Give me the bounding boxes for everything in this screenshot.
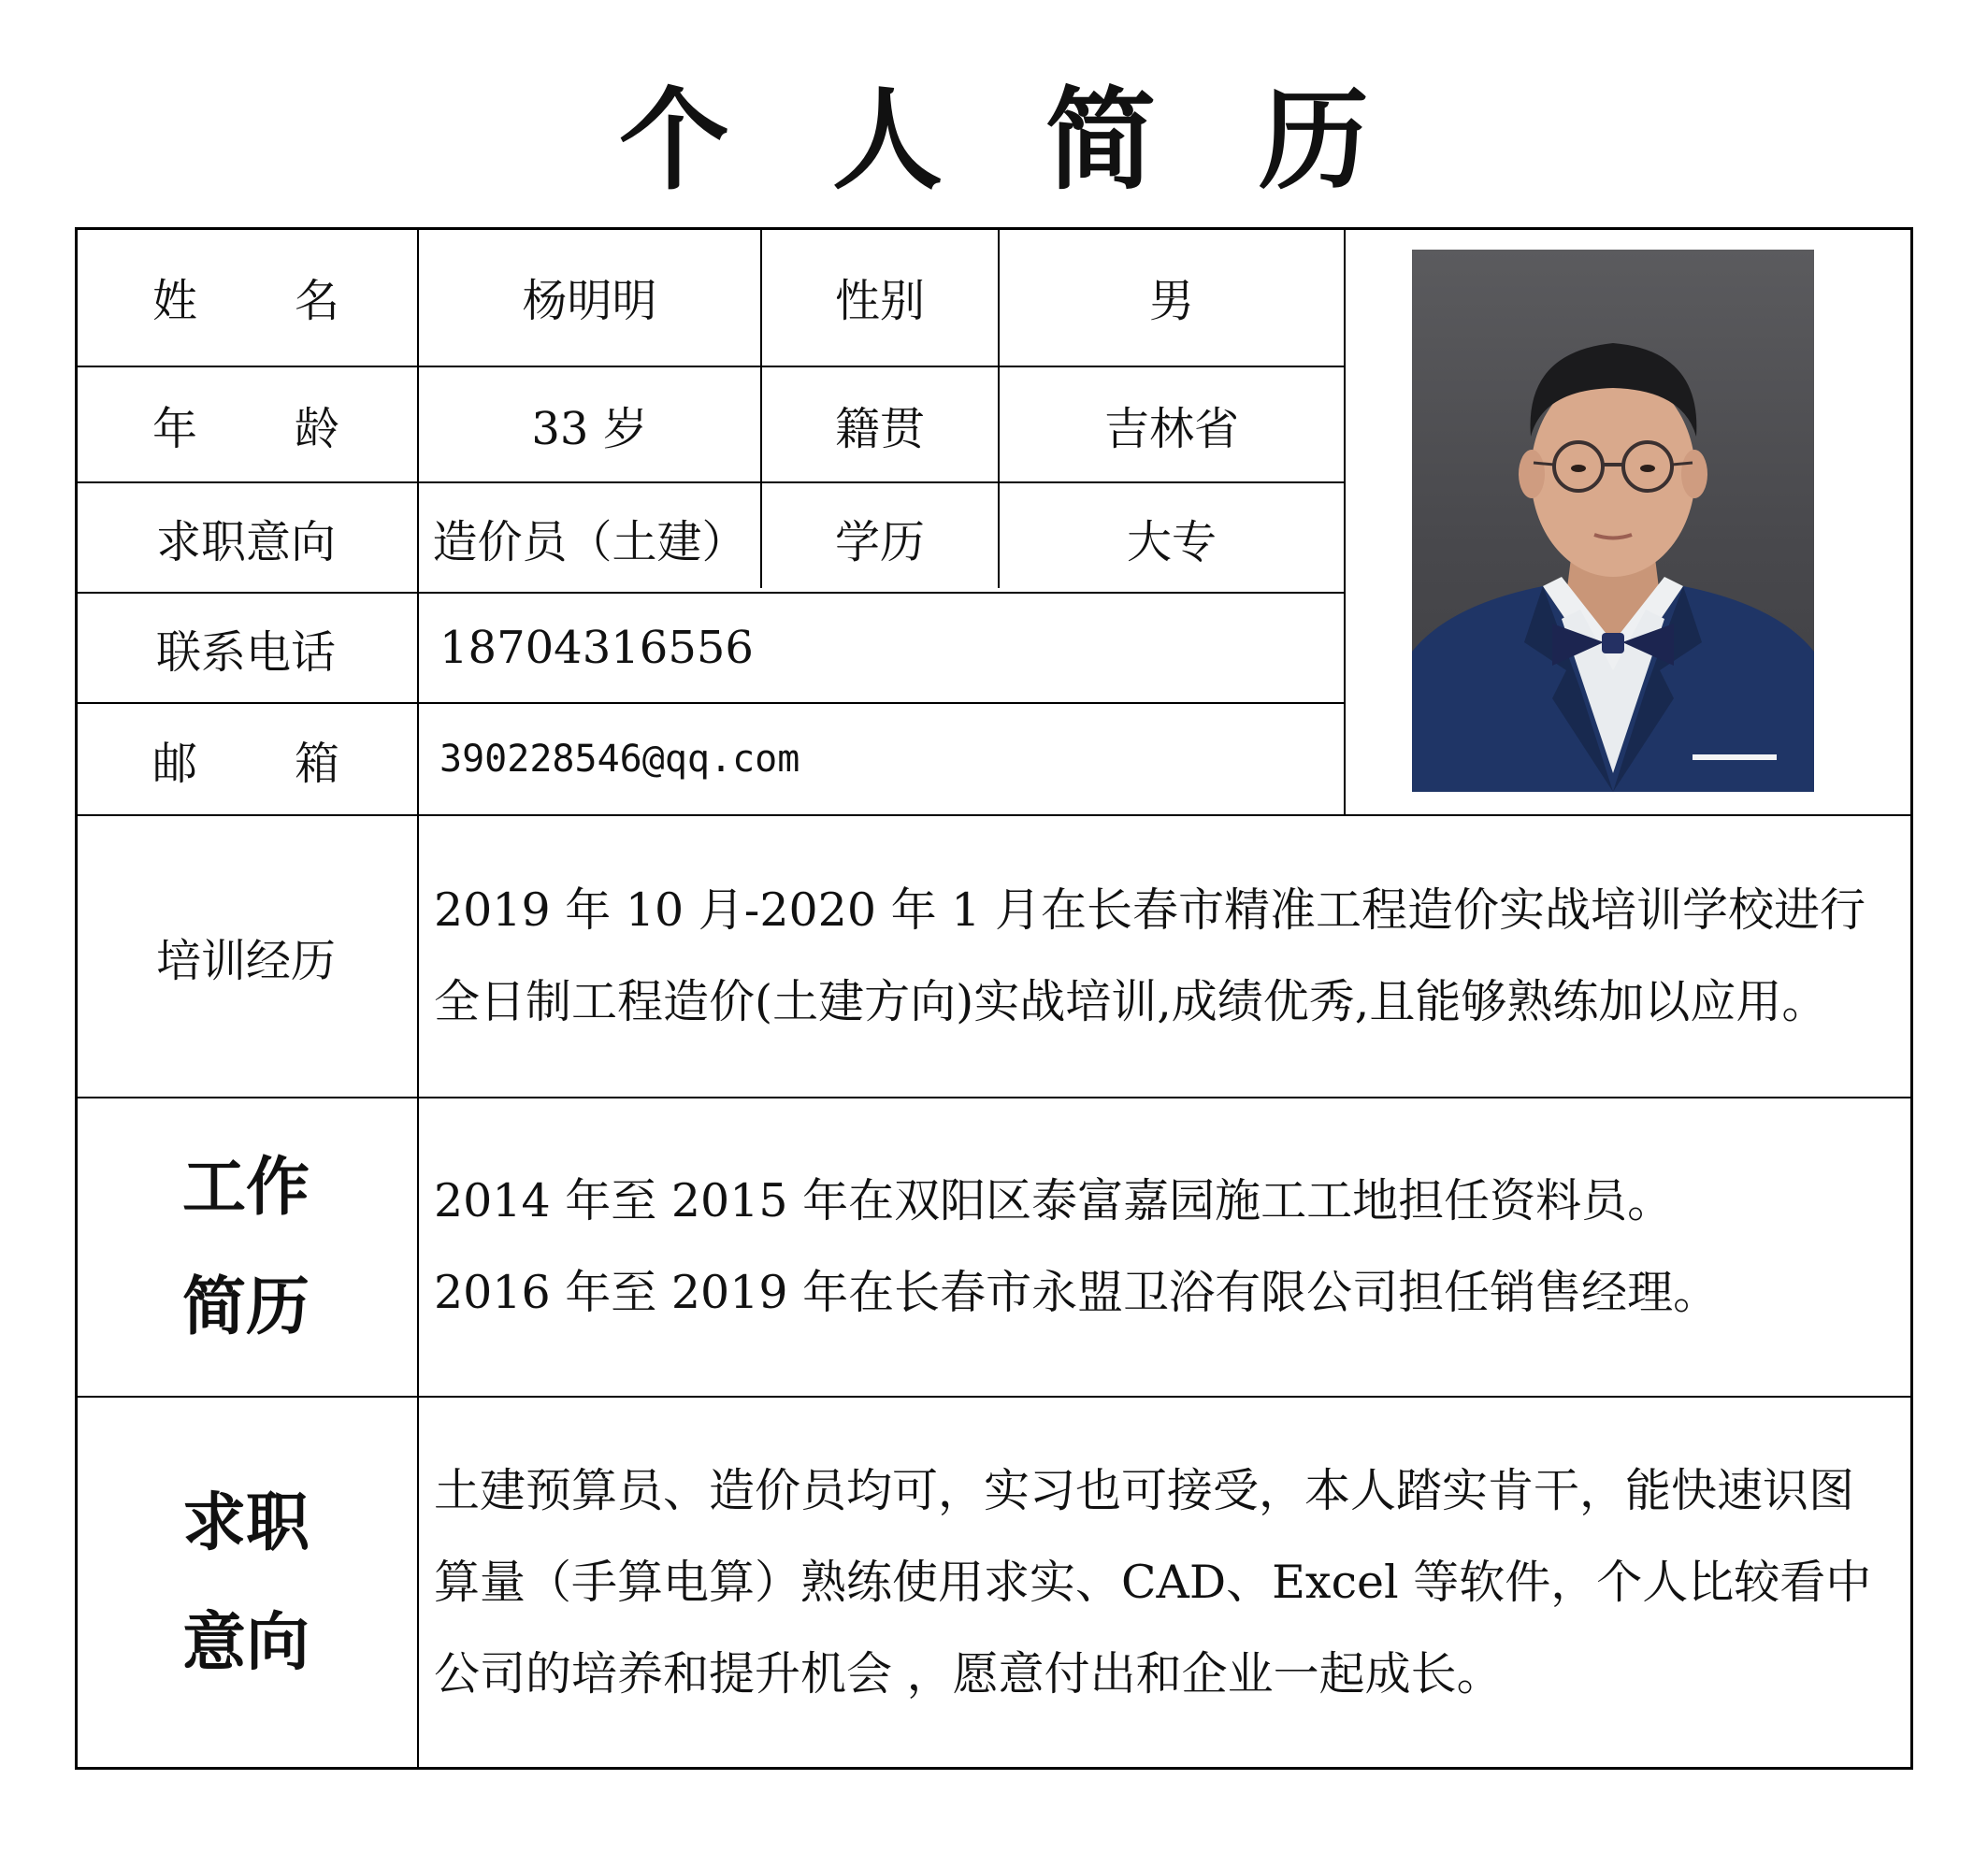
- objective-label-line: 求职: [181, 1485, 310, 1560]
- email-label-char: 箱: [294, 737, 339, 790]
- work-content: [434, 1098, 1902, 1396]
- training-text: [434, 865, 1866, 1048]
- work-label-line: 工作: [181, 1150, 310, 1225]
- objective-line: 算量（手算电算）熟练使用求实、CAD、Excel 等软件，个人比较看中: [434, 1555, 1872, 1609]
- table-border-bottom: [75, 1767, 1913, 1770]
- age-label-char: 龄: [294, 402, 339, 455]
- page-title: [0, 51, 1988, 210]
- work-label: [182, 1127, 310, 1367]
- resume-table: [75, 227, 1913, 1770]
- age-label: [152, 393, 339, 457]
- training-line: 全日制工程造价(土建方向)实战培训,成绩优秀,且能够熟练加以应用。: [434, 975, 1828, 1028]
- objective-label-cell: [75, 1398, 417, 1767]
- training-content: [434, 816, 1902, 1097]
- name-label-char: 名: [294, 274, 339, 327]
- intent-label: 求职意向: [155, 515, 336, 568]
- objective-text: [434, 1445, 1871, 1720]
- gender-label: 性别: [834, 274, 925, 327]
- training-label: 培训经历: [155, 934, 336, 987]
- email-label-char: 邮: [152, 737, 198, 790]
- title-char: 简: [1045, 75, 1157, 205]
- name-label: [152, 265, 339, 329]
- name-label-char: 姓: [152, 274, 198, 327]
- origin-label: 籍贯: [834, 402, 925, 455]
- work-line: 2014 年至 2015 年在双阳区泰富嘉园施工工地担任资料员。: [434, 1174, 1674, 1227]
- col-divider: [1344, 227, 1346, 814]
- age-value: 33 岁: [531, 402, 648, 455]
- age-label-cell: [75, 367, 417, 481]
- table-border-right: [1910, 227, 1913, 1770]
- work-label-cell: [75, 1098, 417, 1396]
- portrait-illustration: [1412, 250, 1814, 792]
- email-label-cell: [75, 704, 417, 814]
- education-value: 大专: [1126, 515, 1217, 568]
- profile-photo: [1412, 250, 1814, 792]
- name-label-cell: [75, 227, 417, 366]
- work-text: [434, 1155, 1719, 1339]
- title-char: 个: [618, 75, 729, 205]
- name-value: 杨明明: [522, 274, 657, 327]
- objective-label: [182, 1463, 310, 1702]
- origin-value: 吉林省: [1103, 402, 1239, 455]
- title-char: 历: [1259, 75, 1370, 205]
- education-label: 学历: [834, 515, 925, 568]
- objective-line: 公司的培养和提升机会 ，愿意付出和企业一起成长。: [434, 1646, 1503, 1701]
- gender-value: 男: [1148, 274, 1194, 327]
- age-label-char: 年: [152, 402, 198, 455]
- phone-label: 联系电话: [155, 625, 336, 679]
- email-value: 390228546@qq.com: [439, 738, 800, 781]
- training-line: 2019 年 10 月-2020 年 1 月在长春市精准工程造价实战培训学校进行: [434, 883, 1866, 937]
- objective-line: 土建预算员、造价员均可，实习也可接受，本人踏实肯干，能快速识图: [434, 1463, 1855, 1517]
- title-char: 人: [831, 75, 943, 205]
- objective-content: [434, 1398, 1902, 1767]
- phone-value: 18704316556: [439, 622, 754, 674]
- email-label: [152, 727, 339, 792]
- objective-label-line: 意向: [181, 1604, 310, 1680]
- work-label-line: 简历: [181, 1270, 310, 1344]
- work-line: 2016 年至 2019 年在长春市永盟卫浴有限公司担任销售经理。: [434, 1266, 1720, 1319]
- intent-value: 造价员（土建）: [432, 515, 747, 568]
